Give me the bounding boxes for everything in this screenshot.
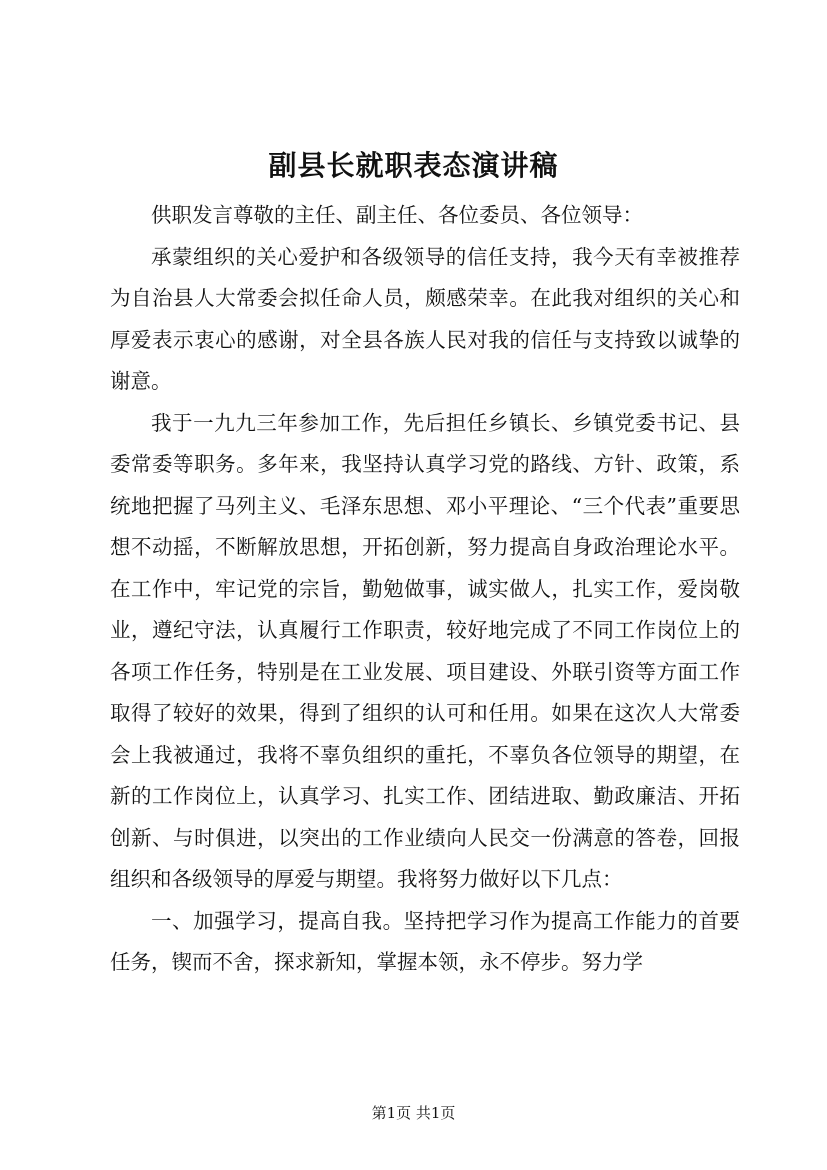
page-footer: 第1页 共1页 bbox=[371, 1104, 456, 1122]
document-body bbox=[110, 195, 740, 984]
paragraph-point-one: 一、加强学习，提高自我。坚持把学习作为提高工作能力的首要任务，锲而不舍，探求新知，掌握本领，永不停步。努力学 bbox=[110, 908, 740, 974]
paragraph-gratitude: 承蒙组织的关心爱护和各级领导的信任支持，我今天有幸被推荐为自治县人大常委会拟任命人员，颇感荣幸。在此我对组织的关心和厚爱表示衷心的感谢，对全县各族人民对我的信任与支持致以诚挚的谢意。 bbox=[110, 244, 740, 393]
document-title: 副县长就职表态演讲稿 bbox=[268, 149, 559, 182]
paragraph-salutation: 供职发言尊敬的主任、副主任、各位委员、各位领导： bbox=[151, 203, 643, 227]
paragraph-experience: 我于一九九三年参加工作，先后担任乡镇长、乡镇党委书记、县委常委等职务。多年来，我坚持认真学习党的路线、方针、政策，系统地把握了马列主义、毛泽东思想、邓小平理论、“三个代表”重要思想不动摇，不断解放思想，开拓创新，努力提高自身政治理论水平。在工作中，牢记党的宗旨，勤勉做事，诚实做人，扎实工作，爱岗敬业，遵纪守法，认真履行工作职责，较好地完成了不同工作岗位上的各项工作任务，特别是在工业发展、项目建设、外联引资等方面工作取得了较好的效果，得到了组织的认可和任用。如果在这次人大常委会上我被通过，我将不辜负组织的重托，不辜负各位领导的期望，在新的工作岗位上，认真学习、扎实工作、团结进取、勤政廉洁、开拓创新、与时俱进，以突出的工作业绩向人民交一份满意的答卷，回报组织和各级领导的厚爱与期望。我将努力做好以下几点： bbox=[110, 410, 740, 891]
